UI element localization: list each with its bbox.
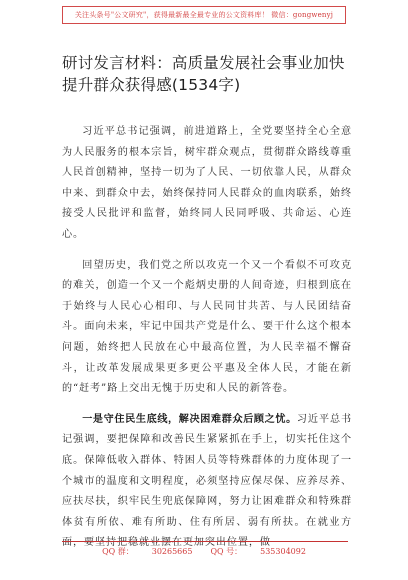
qq-group [102, 547, 192, 556]
footer-divider [62, 541, 348, 542]
paragraph [62, 256, 352, 400]
qq-number: 535304092 [260, 547, 306, 556]
paragraph-text: 回望历史，我们党之所以攻克一个又一个看似不可攻克的难关，创造一个又一个彪炳史册的人间奇迹，归根到底在于始终与人民心心相印、与人民同甘共苦、与人民团结奋斗。面向未来，牢记中国共产党是什么、要干什么这个根本问题，始终把人民放在心中最高位置，为人民幸福不懈奋斗，让改革发展成果更多更公平惠及全体人民，才能在新的“赶考”路上交出无愧于历史和人民的新答卷。 [62, 259, 352, 395]
qq-group-label: QQ 群： [102, 547, 134, 556]
paragraph-text: 习近平总书记强调，要把保障和改善民生紧紧抓在手上，切实托住这个底。保障低收入群体、特困人员等特殊群体的力度体现了一个城市的温度和文明程度，必须坚持应保尽保、应养尽养、应扶尽扶，织牢民生兜底保障网，努力让困难群众和特殊群体贫有所依、难有所助、住有所居、弱有所扶。在就业方面，要坚持把稳就业摆在更加突出位置，做 [62, 413, 353, 549]
qq-account [210, 547, 305, 556]
document-body [62, 122, 352, 554]
paragraph-text: 习近平总书记强调，前进道路上，全党要坚持全心全意为人民服务的根本宗旨，树牢群众观点，贯彻群众路线尊重人民首创精神，坚持一切为了人民、一切依靠人民，从群众中来、到群众中去，始终保持同人民群众的血肉联系，始终接受人民批评和监督，始终同人民同呼吸、共命运、心连心。 [62, 126, 352, 240]
paragraph [62, 122, 352, 246]
qq-group-number: 30265665 [151, 547, 193, 556]
footer-contact [0, 546, 408, 557]
paragraph-lead-heading: 一是守住民生底线，解决困难群众后顾之忧。 [82, 413, 297, 425]
paragraph [62, 410, 352, 554]
qq-label: QQ 号： [210, 547, 243, 556]
promo-banner: 关注头条号"公文研究"，获得最新最全最专业的公文资料库！ 微信：gongwenyj [62, 6, 346, 24]
document-title: 研讨发言材料：高质量发展社会事业加快提升群众获得感(1534字) [62, 54, 345, 94]
